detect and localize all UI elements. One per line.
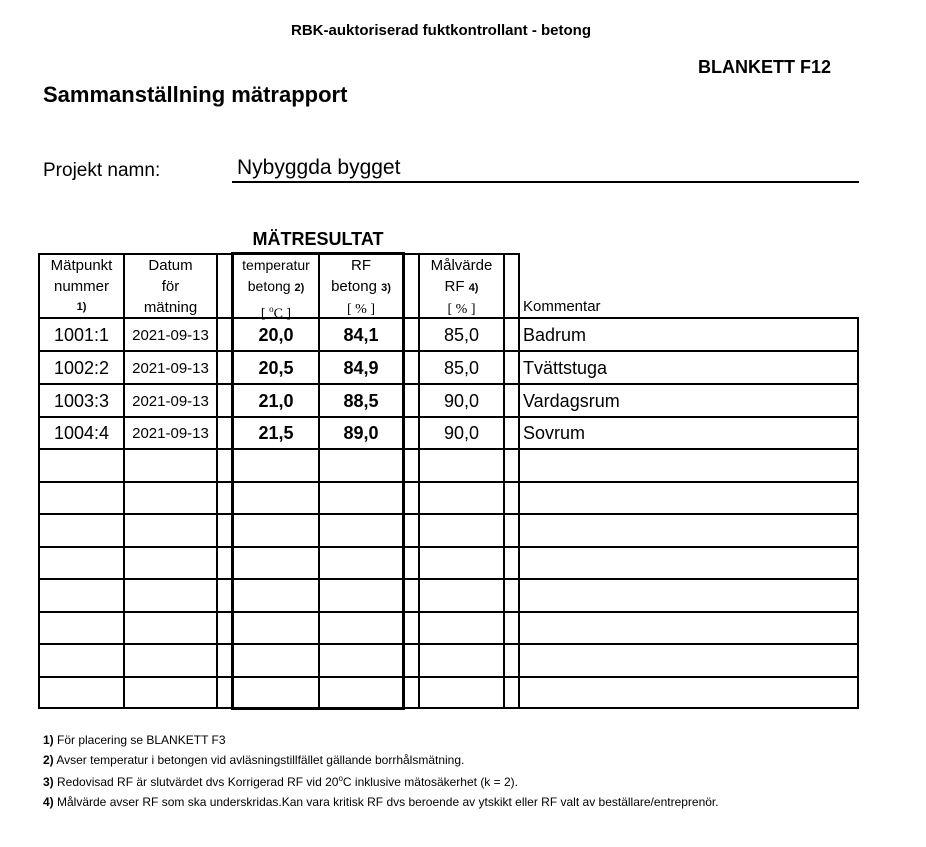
report-title: Sammanställning mätrapport xyxy=(43,82,348,107)
header-temperature-note: 2) xyxy=(294,282,305,294)
header-measurement-point-line2: nummer xyxy=(53,278,109,295)
table-row xyxy=(0,385,926,417)
grid-line-h xyxy=(38,676,859,678)
grid-line-h xyxy=(38,611,859,613)
header-temperature-unit-close: ] xyxy=(282,306,292,322)
grid-line-h xyxy=(38,707,859,709)
footnote-text: Avser temperatur i betongen vid avläsningstillfället gällande borrhålsmätning. xyxy=(53,753,465,767)
footnote-text: Målvärde avser RF som ska underskridas.Kan vara kritisk RF dvs beroende av ytskikt eller RF valt av beställare/entreprenör. xyxy=(53,795,719,809)
header-date-line3: mätning xyxy=(143,299,198,316)
cell-rf: 84,1 xyxy=(343,324,379,345)
header-date-line1: Datum xyxy=(148,257,193,274)
footnote xyxy=(43,733,226,747)
project-name-underline xyxy=(232,181,859,183)
cell-temperature: 20,5 xyxy=(258,357,294,378)
header-rf-line1: RF xyxy=(351,257,371,274)
header-temperature-unit-c: C xyxy=(273,306,283,322)
header-rf-note: 3) xyxy=(381,282,391,294)
header-temperature-line2: betong xyxy=(247,278,291,294)
cell-temperature: 21,0 xyxy=(258,390,294,411)
cell-measurement-point: 1002:2 xyxy=(53,357,110,378)
header-comment: Kommentar xyxy=(523,298,601,315)
cell-date: 2021-09-13 xyxy=(132,326,209,344)
grid-line-h xyxy=(231,707,405,710)
header-rf xyxy=(319,255,403,320)
header-target xyxy=(420,255,503,320)
footnote xyxy=(43,795,719,809)
footnote-text: För placering se BLANKETT F3 xyxy=(53,733,226,747)
table-row xyxy=(0,352,926,384)
header-temperature xyxy=(233,255,319,325)
grid-line-h xyxy=(38,513,859,515)
project-name-value: Nybyggda bygget xyxy=(237,156,401,179)
header-rf-unit: [ % ] xyxy=(347,302,375,317)
footnote-text-end: C inklusive mätosäkerhet (k = 2). xyxy=(342,775,518,789)
header-target-note: 4) xyxy=(468,282,479,294)
footnote xyxy=(43,774,518,789)
grid-line-h xyxy=(38,643,859,645)
footnote xyxy=(43,753,464,767)
organization-title: RBK-auktoriserad fuktkontrollant - betong xyxy=(290,22,591,39)
cell-rf: 89,0 xyxy=(343,422,379,443)
project-name-label: Projekt namn: xyxy=(43,160,161,181)
footnote-number: 1) xyxy=(43,733,54,747)
cell-date: 2021-09-13 xyxy=(132,424,209,442)
cell-rf: 88,5 xyxy=(343,390,379,411)
cell-target: 85,0 xyxy=(443,357,480,378)
footnote-number: 3) xyxy=(43,775,54,789)
header-temperature-unit-open: [ xyxy=(260,306,270,322)
cell-measurement-point: 1001:1 xyxy=(53,324,110,345)
header-measurement-point xyxy=(39,255,124,318)
header-date-line2: för xyxy=(161,278,180,295)
header-temperature-line1: temperatur xyxy=(242,257,310,273)
cell-measurement-point: 1003:3 xyxy=(53,390,110,411)
footnote-text: Redovisad RF är slutvärdet dvs Korrigerad RF vid 20 xyxy=(53,775,339,789)
header-measurement-point-note: 1) xyxy=(76,301,87,313)
header-target-unit: [ % ] xyxy=(447,302,476,317)
footnote-degree-sup: o xyxy=(338,774,343,783)
table-row xyxy=(0,319,926,351)
grid-line-h xyxy=(38,481,859,483)
grid-line-h xyxy=(38,546,859,548)
cell-measurement-point: 1004:4 xyxy=(53,422,110,443)
cell-comment: Vardagsrum xyxy=(523,390,620,411)
cell-temperature: 20,0 xyxy=(258,324,294,345)
cell-target: 90,0 xyxy=(443,422,480,443)
footnote-number: 2) xyxy=(43,753,54,767)
cell-comment: Badrum xyxy=(523,324,587,345)
section-title: MÄTRESULTAT xyxy=(252,229,384,249)
header-rf-line2: betong xyxy=(331,278,377,295)
form-code: BLANKETT F12 xyxy=(698,57,832,77)
cell-comment: Sovrum xyxy=(523,422,586,443)
header-target-line1: Målvärde xyxy=(430,257,493,274)
cell-date: 2021-09-13 xyxy=(132,359,209,377)
table-row xyxy=(0,417,926,449)
cell-date: 2021-09-13 xyxy=(132,392,209,410)
header-target-line2: RF xyxy=(444,278,465,295)
grid-line-h xyxy=(231,252,405,255)
footnote-number: 4) xyxy=(43,795,54,809)
header-temperature-unit-degree: o xyxy=(269,304,274,314)
header-measurement-point-line1: Mätpunkt xyxy=(50,257,113,274)
cell-target: 85,0 xyxy=(443,324,480,345)
grid-line-h xyxy=(38,578,859,580)
cell-rf: 84,9 xyxy=(343,357,379,378)
cell-temperature: 21,5 xyxy=(258,422,294,443)
cell-target: 90,0 xyxy=(443,390,480,411)
cell-comment: Tvättstuga xyxy=(523,357,608,378)
header-date xyxy=(125,255,216,318)
